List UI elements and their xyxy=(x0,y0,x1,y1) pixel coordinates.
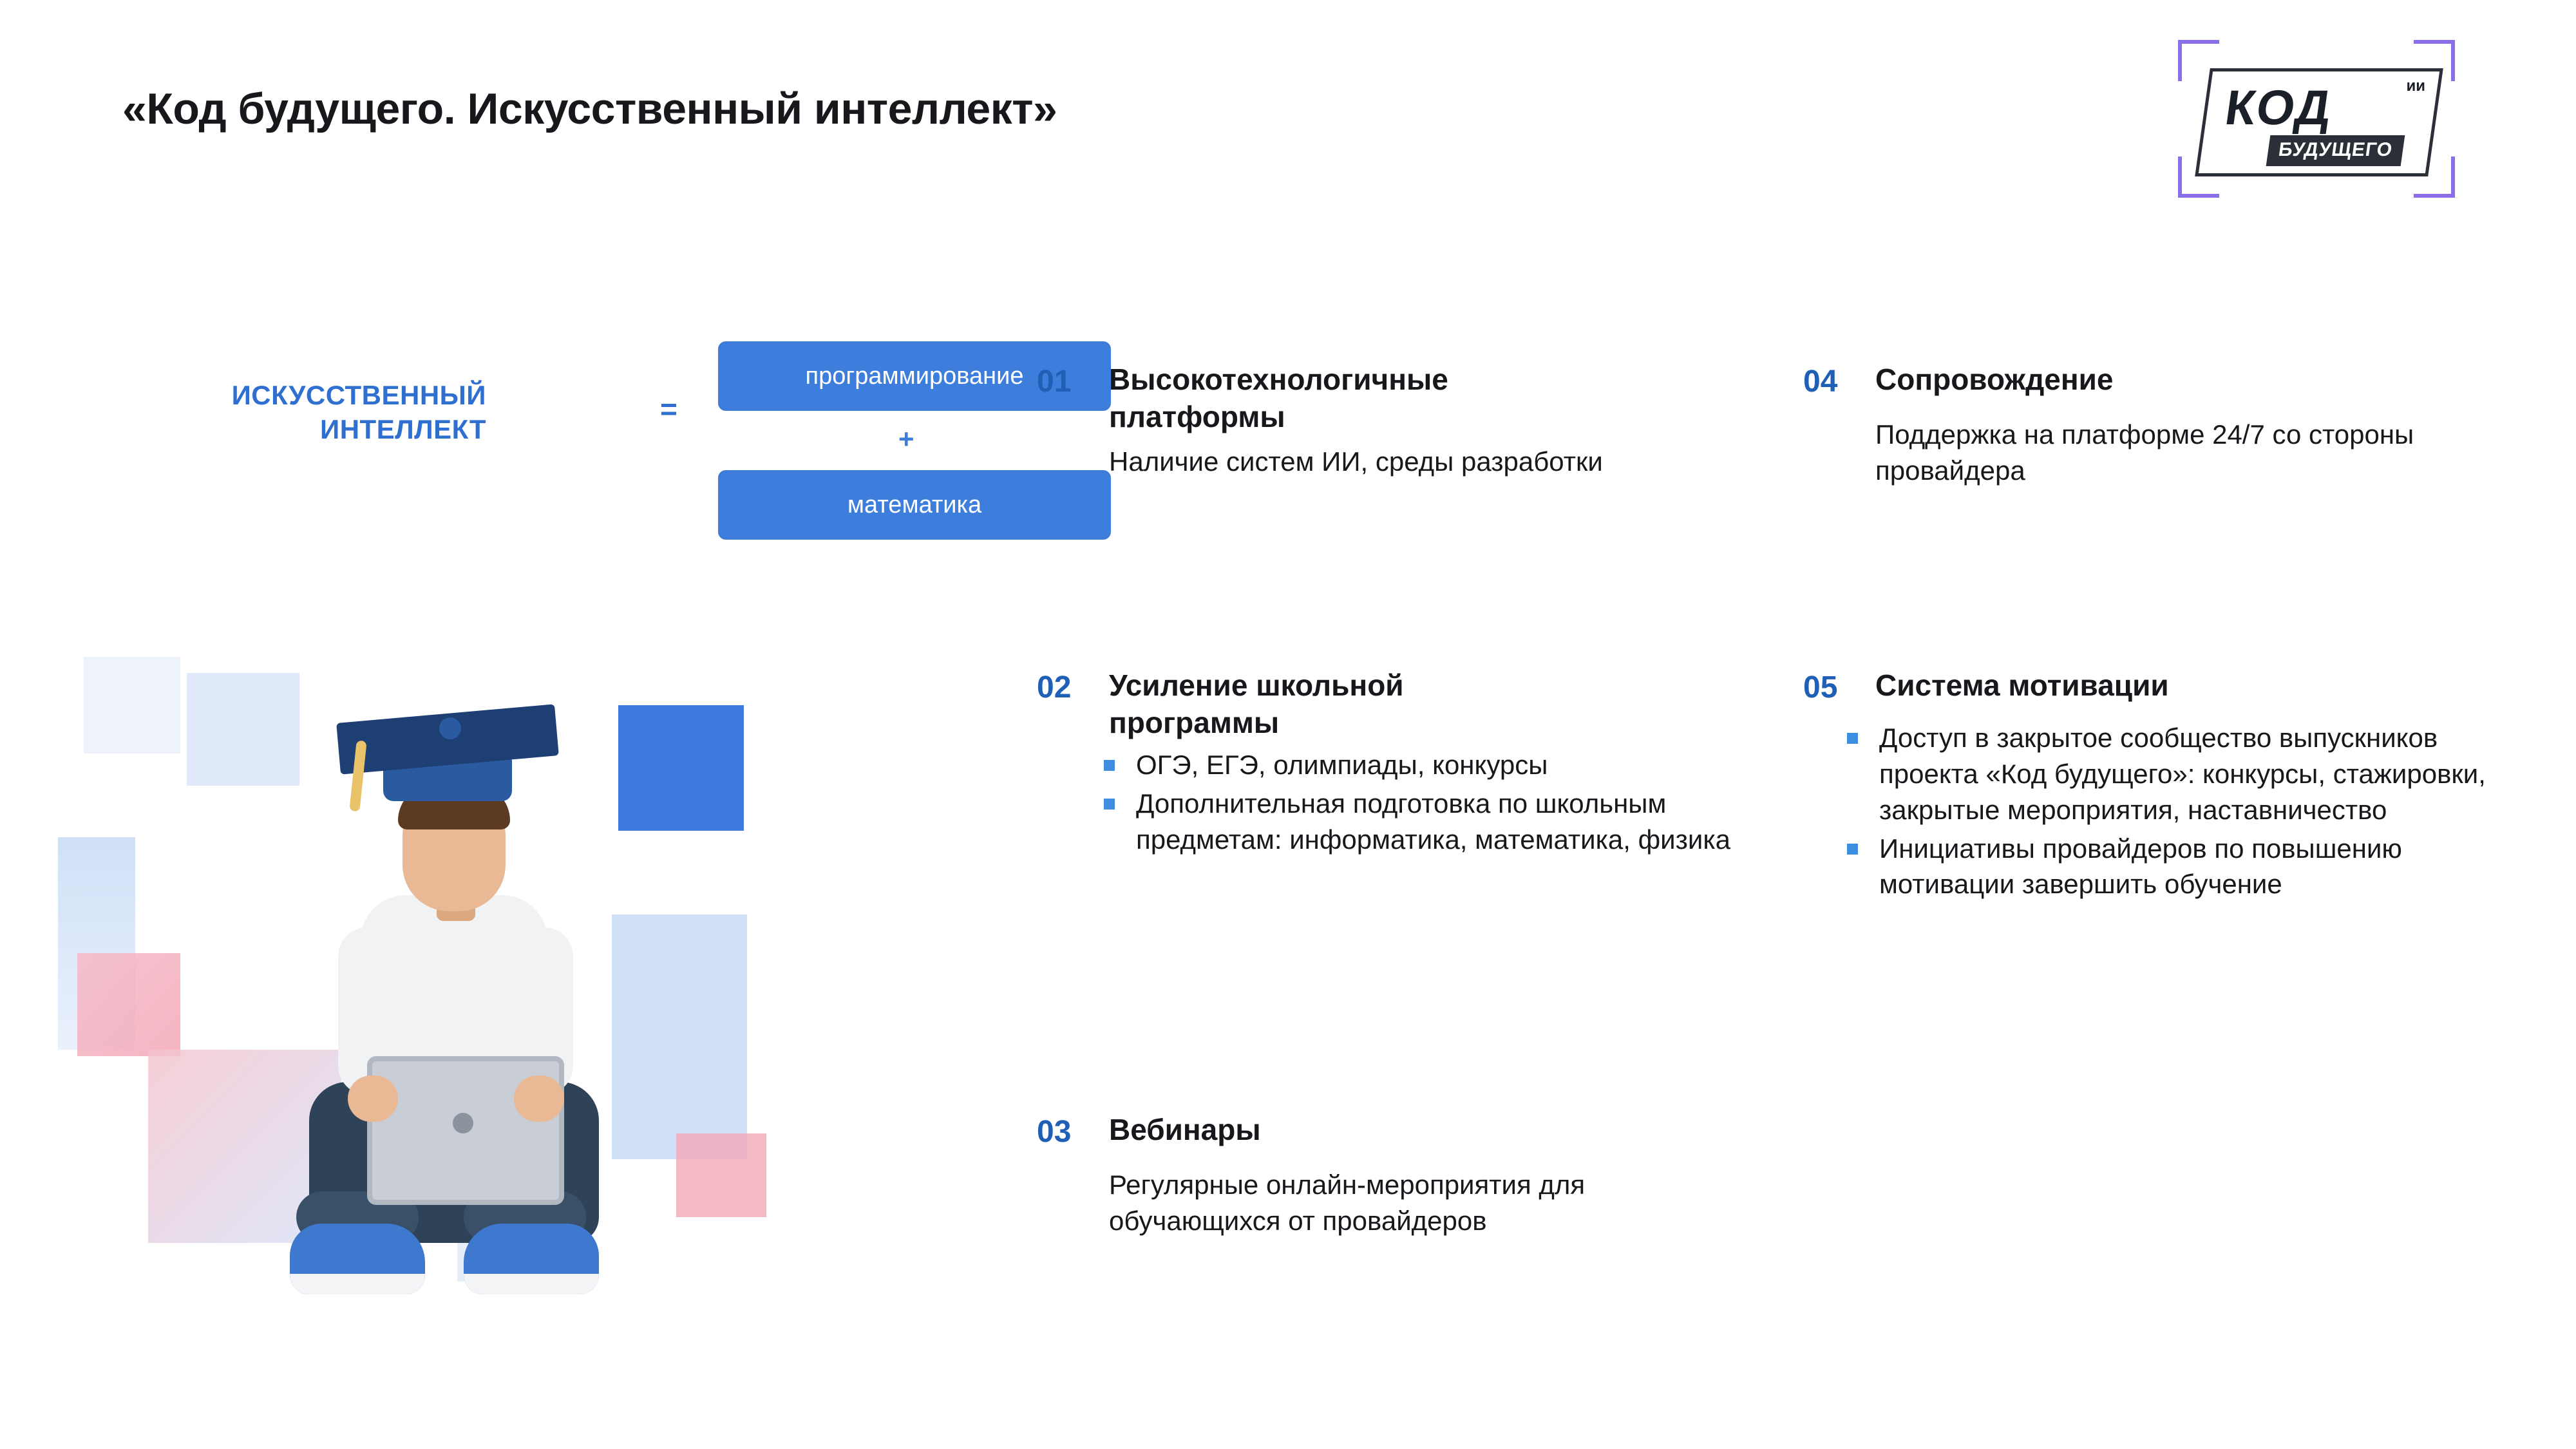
feature-title-line1: Вебинары xyxy=(1109,1113,1261,1146)
feature-body: Регулярные онлайн-мероприятия для обучающихся от провайдеров xyxy=(1109,1170,1586,1236)
page-title: «Код будущего. Искусственный интеллект» xyxy=(122,84,1057,133)
ai-formula-equals-sign: = xyxy=(660,392,677,426)
decor-square xyxy=(676,1133,766,1217)
decor-square xyxy=(618,705,744,831)
feature-title-line2: платформы xyxy=(1109,399,1285,433)
decor-square xyxy=(84,657,180,753)
graduation-cap-icon xyxy=(336,704,559,774)
feature-title-line1: Усиление школьной xyxy=(1109,668,1404,702)
feature-body: Поддержка на платформе 24/7 со стороны провайдера xyxy=(1875,419,2414,486)
feature-number: 03 xyxy=(1037,1115,1072,1149)
logo-sub-text: БУДУЩЕГО xyxy=(2266,135,2405,166)
feature-title-line2: программы xyxy=(1109,705,1280,739)
feature-number: 05 xyxy=(1803,670,1838,705)
ai-formula-term-math: математика xyxy=(718,470,1111,540)
feature-title xyxy=(1875,667,2169,705)
student-figure xyxy=(270,696,631,1301)
ai-formula-plus-sign: + xyxy=(898,424,914,454)
feature-title xyxy=(1109,1112,1261,1149)
feature-title-line1: Система мотивации xyxy=(1875,668,2169,702)
feature-title xyxy=(1109,361,1448,435)
logo-main-text: КОД xyxy=(2222,80,2336,135)
feature-number: 02 xyxy=(1037,670,1072,705)
feature-body: Наличие систем ИИ, среды разработки xyxy=(1109,446,1603,477)
student-hand-right xyxy=(514,1075,564,1122)
feature-bullet: Доступ в закрытое сообщество выпускников проекта «Код будущего»: конкурсы, стажировки, закрытые мероприятия, наставничество xyxy=(1842,720,2492,828)
feature-bullet: Инициативы провайдеров по повышению мотивации завершить обучение xyxy=(1842,831,2492,903)
feature-bullet-list xyxy=(1099,747,1762,860)
decor-square xyxy=(612,914,747,1159)
ai-formula-label-line1: ИСКУССТВЕННЫЙ xyxy=(231,380,486,410)
feature-title-line1: Сопровождение xyxy=(1875,363,2114,396)
feature-bullet: Дополнительная подготовка по школьным предметам: информатика, математика, физика xyxy=(1099,786,1762,858)
student-hand-left xyxy=(348,1075,398,1122)
feature-title xyxy=(1109,667,1404,741)
feature-title-line1: Высокотехнологичные xyxy=(1109,363,1448,396)
ai-formula-term-programming: программирование xyxy=(718,341,1111,411)
feature-bullet: ОГЭ, ЕГЭ, олимпиады, конкурсы xyxy=(1099,747,1762,783)
ai-formula-label-line2: ИНТЕЛЛЕКТ xyxy=(320,413,486,444)
student-shoe-sole-left xyxy=(290,1274,425,1294)
logo xyxy=(2178,40,2455,198)
feature-bullet-list xyxy=(1842,720,2492,905)
feature-number: 01 xyxy=(1037,365,1072,399)
laptop-camera-icon xyxy=(453,1113,473,1133)
feature-title xyxy=(1875,361,2114,399)
ai-formula xyxy=(138,341,1024,535)
feature-number: 04 xyxy=(1803,365,1838,399)
ai-formula-label xyxy=(138,379,486,446)
decor-square xyxy=(77,953,180,1056)
student-shoe-sole-right xyxy=(464,1274,599,1294)
student-illustration xyxy=(58,638,824,1346)
logo-badge-text: ии xyxy=(2406,77,2425,95)
